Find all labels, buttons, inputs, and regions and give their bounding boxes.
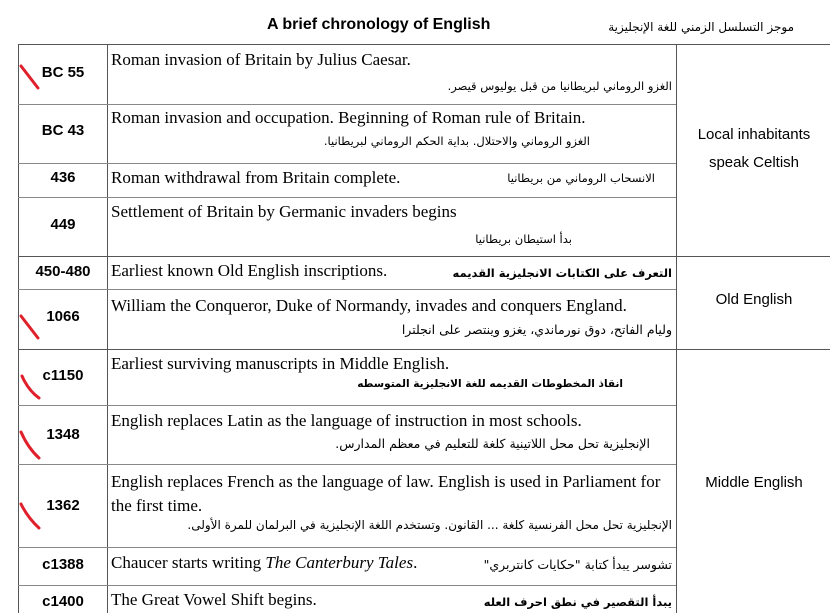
event-english-prefix: Chaucer starts writing <box>111 553 266 572</box>
row-divider <box>18 464 676 465</box>
event-arabic: الانسحاب الروماني من بريطانيا <box>507 171 655 185</box>
book-title: The Canterbury Tales <box>265 553 414 572</box>
red-pen-mark <box>18 500 42 532</box>
column-divider-period <box>676 44 677 613</box>
event-english: Earliest known Old English inscriptions. <box>111 261 388 280</box>
red-pen-mark <box>18 428 42 462</box>
event-arabic: التعرف على الكتابات الانجليزية القديمه <box>452 266 672 280</box>
row-divider <box>18 163 676 164</box>
year-cell: BC 55 <box>41 64 85 81</box>
title-english: A brief chronology of English <box>267 16 491 33</box>
row-divider <box>18 585 676 586</box>
event-arabic: انقاذ المخطوطات القديمه للغة الانجليزية المتوسطه <box>357 378 623 390</box>
event-english: English replaces Latin as the language of instruction in most schools. <box>111 411 582 430</box>
year-cell: 449 <box>50 216 76 233</box>
row-divider <box>18 547 676 548</box>
event-english: Roman invasion of Britain by Julius Caesar. <box>111 50 411 69</box>
row-divider <box>18 289 676 290</box>
row-divider <box>18 44 830 45</box>
year-cell: BC 43 <box>41 122 85 139</box>
year-cell: 436 <box>50 169 76 186</box>
row-divider <box>18 104 676 105</box>
event-arabic: الإنجليزية تحل محل اللاتينية كلغة للتعليم في معظم المدارس. <box>335 436 650 451</box>
period-celtic-line2: speak Celtish <box>708 154 800 171</box>
event-arabic: يبدأ التقصير في نطق احرف العله <box>483 595 672 609</box>
year-cell: 1348 <box>46 426 80 443</box>
event-english <box>111 553 417 573</box>
event-english: English replaces French as the language of law. English is used in Parliament for the first time. <box>111 472 661 515</box>
year-cell: 1362 <box>46 497 80 514</box>
event-arabic: بدأ استيطان بريطانيا <box>475 232 572 246</box>
red-pen-mark <box>18 372 42 402</box>
event-arabic: وليام الفاتح، دوق نورماندي، يغزو وينتصر على انجلترا <box>401 322 672 337</box>
event-arabic: تشوسر يبدأ كتابة "حكايات كانتربري" <box>483 557 672 572</box>
event-english: Roman invasion and occupation. Beginning of Roman rule of Britain. <box>111 108 586 127</box>
red-pen-mark <box>18 312 42 342</box>
period-celtic-line1: Local inhabitants <box>697 126 811 143</box>
event-english: Settlement of Britain by Germanic invaders begins <box>111 202 457 221</box>
event-english-suffix: . <box>413 553 418 572</box>
title-arabic: موجز التسلسل الزمني للغة الإنجليزية <box>608 20 794 34</box>
event-english: William the Conqueror, Duke of Normandy, invades and conquers England. <box>111 296 627 315</box>
row-divider <box>18 197 676 198</box>
row-divider <box>18 405 676 406</box>
row-divider <box>18 256 830 257</box>
row-divider <box>18 349 830 350</box>
red-pen-mark <box>18 62 42 92</box>
event-arabic: الإنجليزية تحل محل الفرنسية كلغة ... القانون. وتستخدم اللغة الإنجليزية في البرلمان للمرة الأولى. <box>187 518 672 532</box>
event-arabic: الغزو الروماني لبريطانيا من قبل يوليوس قيصر. <box>447 79 672 93</box>
year-cell: c1400 <box>42 593 84 610</box>
event-english: The Great Vowel Shift begins. <box>111 590 317 609</box>
event-arabic: الغزو الروماني والاحتلال. بداية الحكم الروماني لبريطانيا. <box>323 134 590 148</box>
period-celtic <box>678 121 830 177</box>
event-english: Earliest surviving manuscripts in Middle English. <box>111 354 450 373</box>
year-cell: c1388 <box>42 556 84 573</box>
period-old-english: Old English <box>715 291 793 308</box>
period-middle-english: Middle English <box>705 474 803 491</box>
year-cell: 450-480 <box>35 263 91 280</box>
event-english: Roman withdrawal from Britain complete. <box>111 168 401 187</box>
year-cell: c1150 <box>42 367 84 384</box>
year-cell: 1066 <box>46 308 80 325</box>
